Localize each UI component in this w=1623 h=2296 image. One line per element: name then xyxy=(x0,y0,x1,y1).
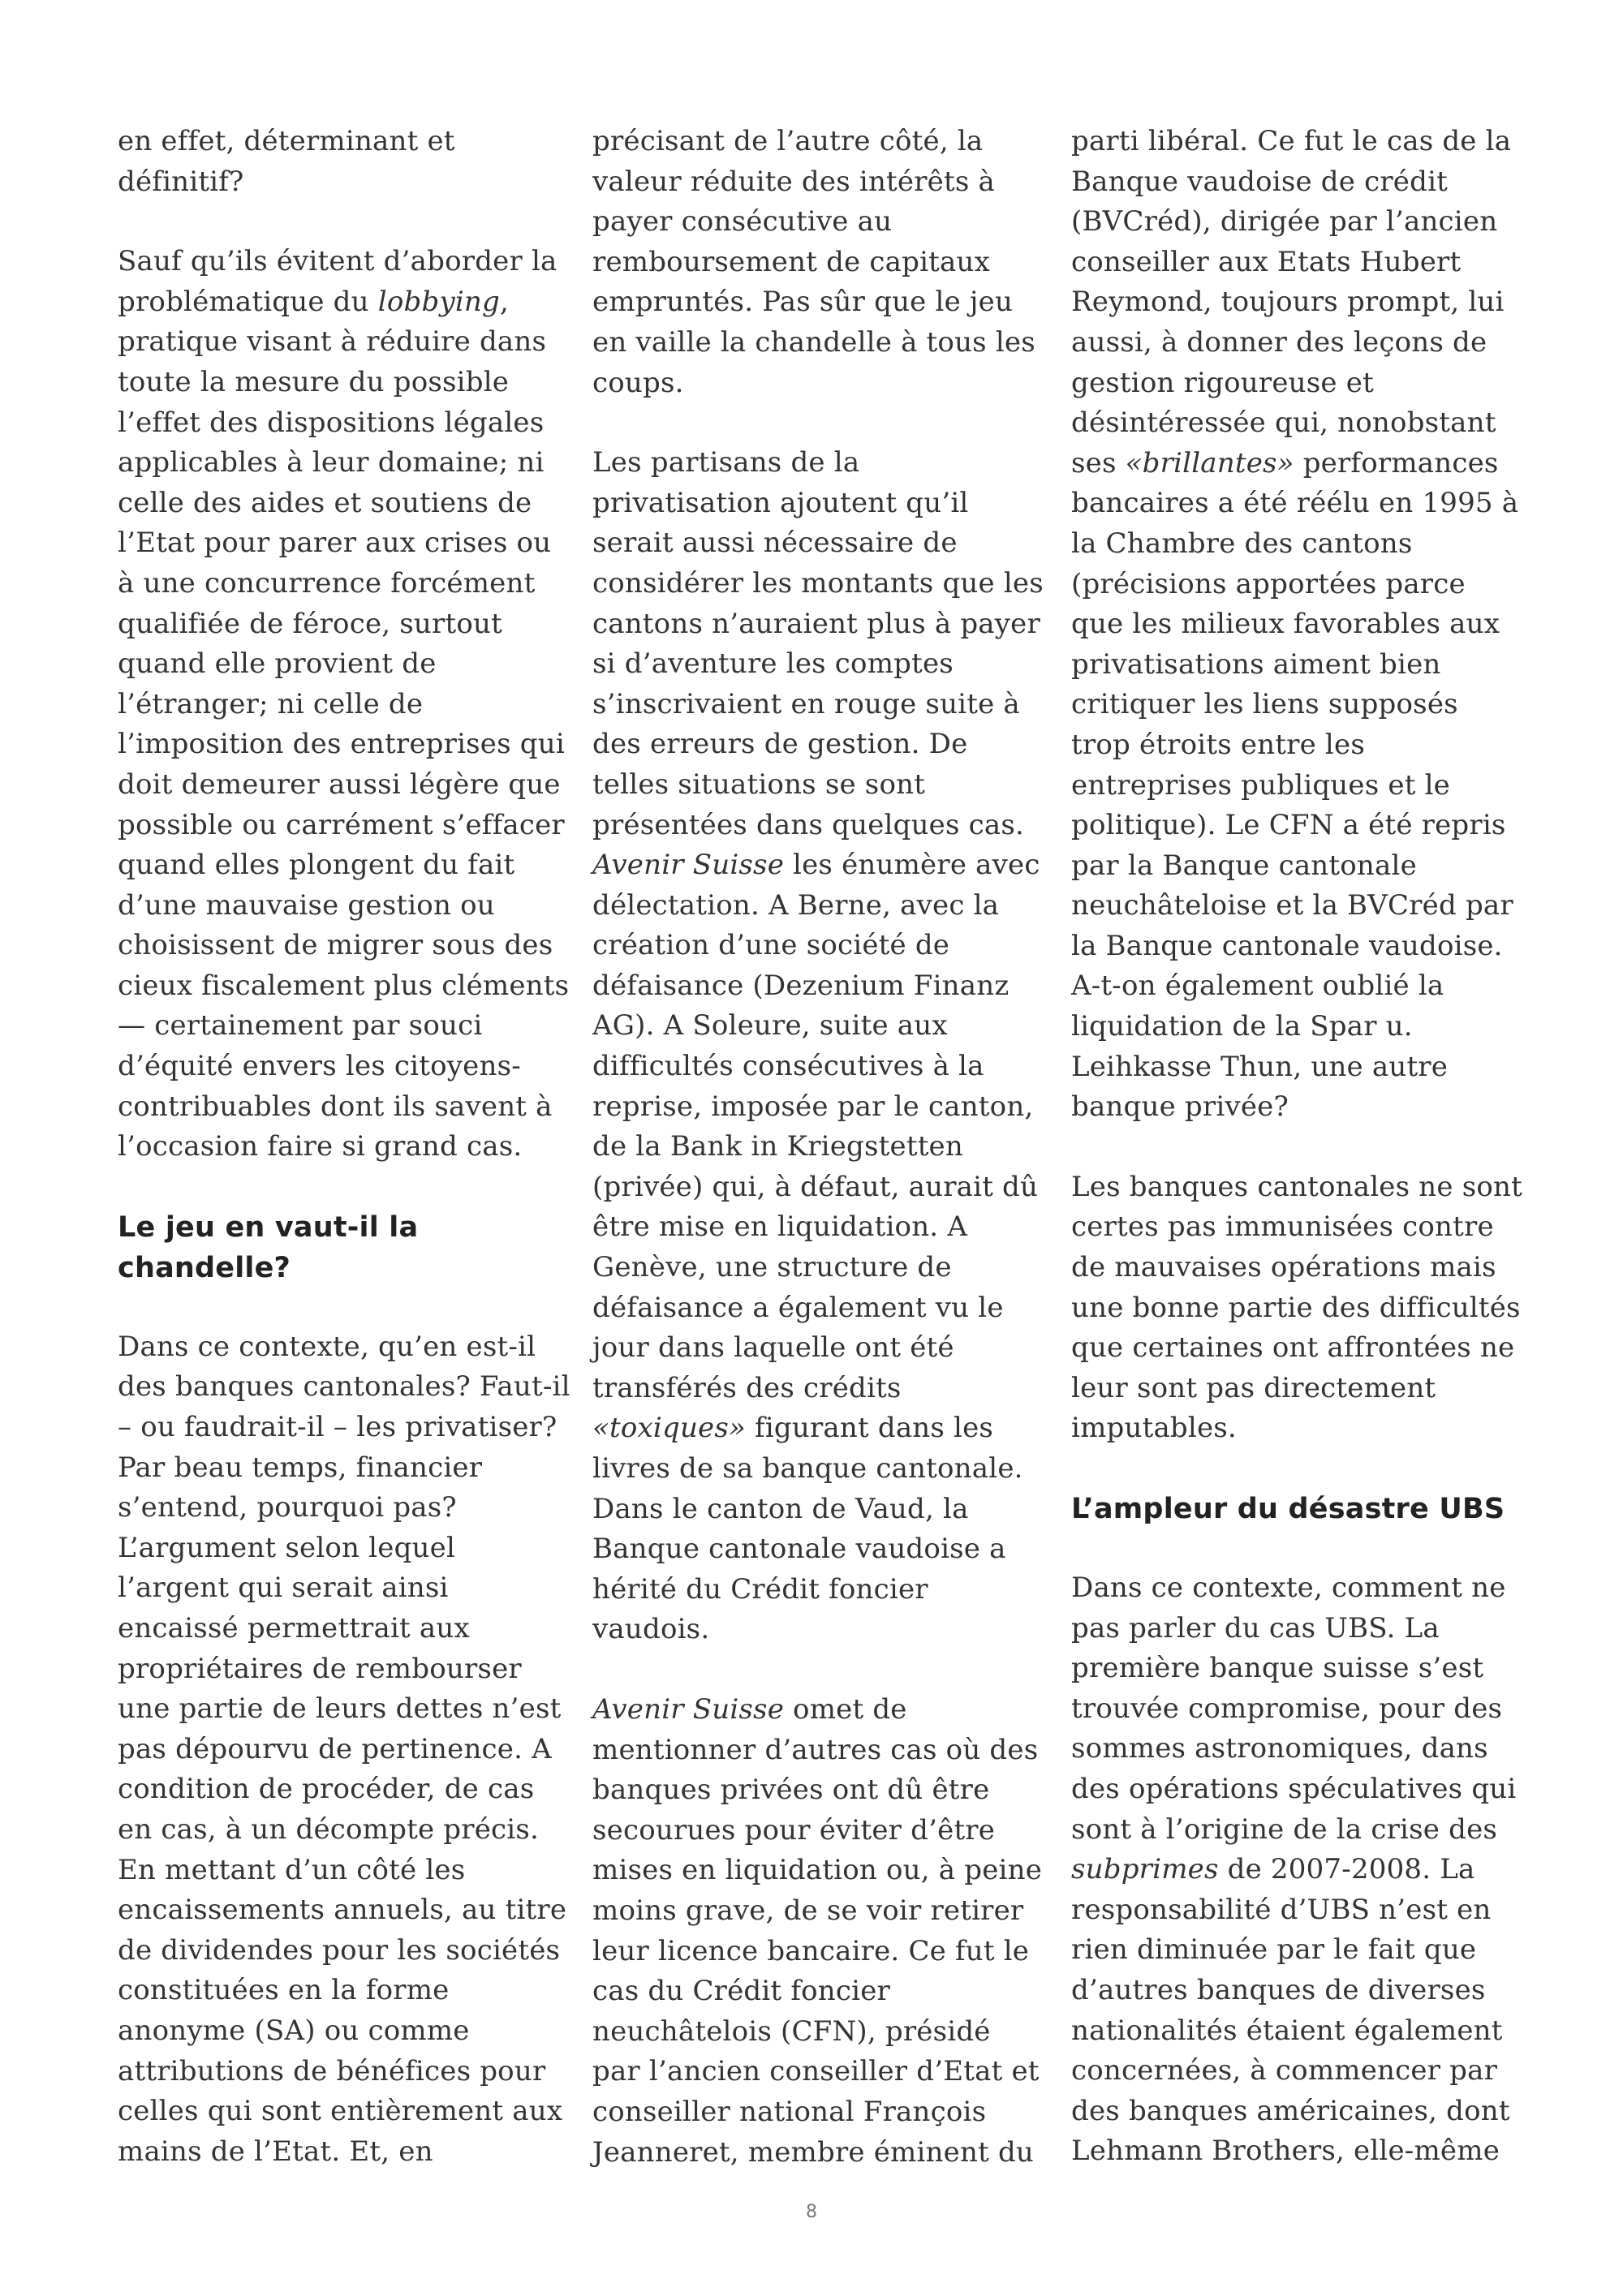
paragraph xyxy=(592,443,1047,1650)
emphasis: «brillantes» xyxy=(1125,446,1294,479)
paragraph xyxy=(118,242,572,1167)
text-run: Dans ce contexte, comment ne pas parler du cas UBS. La première banque suisse s’est trouvée compromise, pour des sommes astronomiques, dans des opérations spéculatives qui sont à l’origine de la crise des xyxy=(1071,1572,1517,1846)
paragraph: Dans ce contexte, qu’en est-il des banques cantonales? Faut-il – ou faudrait-il – les privatiser? Par beau temps, financier s’entend, pourquoi pas? L’argument selon lequel l’argent qui serait ainsi encaissé permettrait aux propriétaires de rembourser une partie de leurs dettes n’est pas dépourvu de pertinence. A condition de procéder, de cas en cas, à un décompte précis. En mettant d’un côté les encaissements annuels, au titre de dividendes pour les sociétés constituées en la forme anonyme (SA) ou comme attributions de bénéfices pour celles qui sont entièrement aux mains de l’Etat. Et, en xyxy=(118,1330,570,2168)
section-heading: L’ampleur du désastre UBS xyxy=(1071,1493,1505,1525)
text-run: de 2007-2008. La responsabilité d’UBS n’est en rien diminuée par le fait que d’autres banques de diverses nationalités étaient également concernées, à commencer par des banques américaines, dont Lehmann Brothers, elle-même xyxy=(1071,1853,1510,2168)
text-run: figurant dans les livres de sa banque cantonale. Dans le canton de Vaud, la Banque cantonale vaudoise a hérité du Crédit foncier vaudois. xyxy=(592,1412,1023,1646)
text-run: performances bancaires a été réélu en 1995 à la Chambre des cantons (précisions apportées parce que les milieux favorables aux privatisations aiment bien critiquer les liens supposés trop étroits entre les entreprises publiques et le politique). Le CFN a été repris par la Banque cantonale neuchâteloise et la BVCréd par la Banque cantonale vaudoise. A-t-on également oublié la liquidation de la Spar u. Leihkasse Thun, une autre banque privée? xyxy=(1071,446,1519,1124)
text-column-2 xyxy=(592,122,1047,2212)
text-run: , pratique visant à réduire dans toute la mesure du possible l’effet des dispositions légales applicables à leur domaine; ni celle des aides et soutiens de l’Etat pour parer aux crises ou à une concurrence forcément qualifiée de féroce, surtout quand elle provient de l’étranger; ni celle de l’imposition des entreprises qui doit demeurer aussi légère que possible ou carrément s’effacer quand elles plongent du fait d’une mauvaise gestion ou choisissent de migrer sous des cieux fiscalement plus cléments — certainement par souci d’équité envers les citoyens-contribuables dont ils savent à l’occasion faire si grand cas. xyxy=(118,285,570,1163)
emphasis: «toxiques» xyxy=(592,1412,747,1445)
section-heading xyxy=(118,1207,572,1288)
heading-line: chandelle? xyxy=(118,1251,291,1284)
text-run: Sauf qu’ils évitent d’aborder la problématique du xyxy=(118,245,558,318)
paragraph: Les banques cantonales ne sont certes pas immunisées contre de mauvaises opérations mais une bonne partie des difficultés que certaines ont affrontées ne leur sont pas directement imputables. xyxy=(1071,1170,1522,1445)
paragraph xyxy=(592,1690,1047,2173)
heading-line: Le jeu en vaut-il la xyxy=(118,1210,419,1244)
page-number: 8 xyxy=(806,2202,817,2222)
paragraph xyxy=(1071,1568,1526,2172)
paragraph: en effet, déterminant et définitif? xyxy=(118,125,455,198)
emphasis: lobbying xyxy=(377,285,500,318)
emphasis: subprimes xyxy=(1071,1853,1219,1886)
text-run: omet de mentionner d’autres cas où des banques privées ont dû être secourues pour éviter d’être mises en liquidation ou, à peine moins grave, de se voir retirer leur licence bancaire. Ce fut le cas du Crédit foncier neuchâtelois (CFN), présidé par l’ancien conseiller d’Etat et conseiller national François Jeanneret, membre éminent du xyxy=(592,1692,1043,2169)
emphasis: Avenir Suisse xyxy=(592,849,785,882)
text-run: les énumère avec délectation. A Berne, avec la création d’une société de défaisance (Dezenium Finanz AG). A Soleure, suite aux difficultés consécutives à la reprise, imposée par le canton, de la Bank in Kriegstetten (privée) qui, à défaut, aurait dû être mise en liquidation. A Genève, une structure de défaisance a également vu le jour dans laquelle ont été transférés des crédits xyxy=(592,849,1040,1404)
emphasis: Avenir Suisse xyxy=(592,1692,785,1726)
paragraph: précisant de l’autre côté, la valeur réduite des intérêts à payer consécutive au remboursement de capitaux empruntés. Pas sûr que le jeu en vaille la chandelle à tous les coups. xyxy=(592,125,1035,399)
text-column-1 xyxy=(118,122,572,2212)
text-run: Les partisans de la privatisation ajoutent qu’il serait aussi nécessaire de considérer les montants que les cantons n’auraient plus à payer si d’aventure les comptes s’inscrivaient en rouge suite à des erreurs de gestion. De telles situations se sont présentées dans quelques cas. xyxy=(592,446,1044,841)
text-column-3 xyxy=(1071,122,1526,2212)
text-run: parti libéral. Ce fut le cas de la Banque vaudoise de crédit (BVCréd), dirigée par l’ancien conseiller aux Etats Hubert Reymond, toujours prompt, lui aussi, à donner des leçons de gestion rigoureuse et désintéressée qui, nonobstant ses xyxy=(1071,125,1512,479)
paragraph xyxy=(1071,122,1526,1128)
